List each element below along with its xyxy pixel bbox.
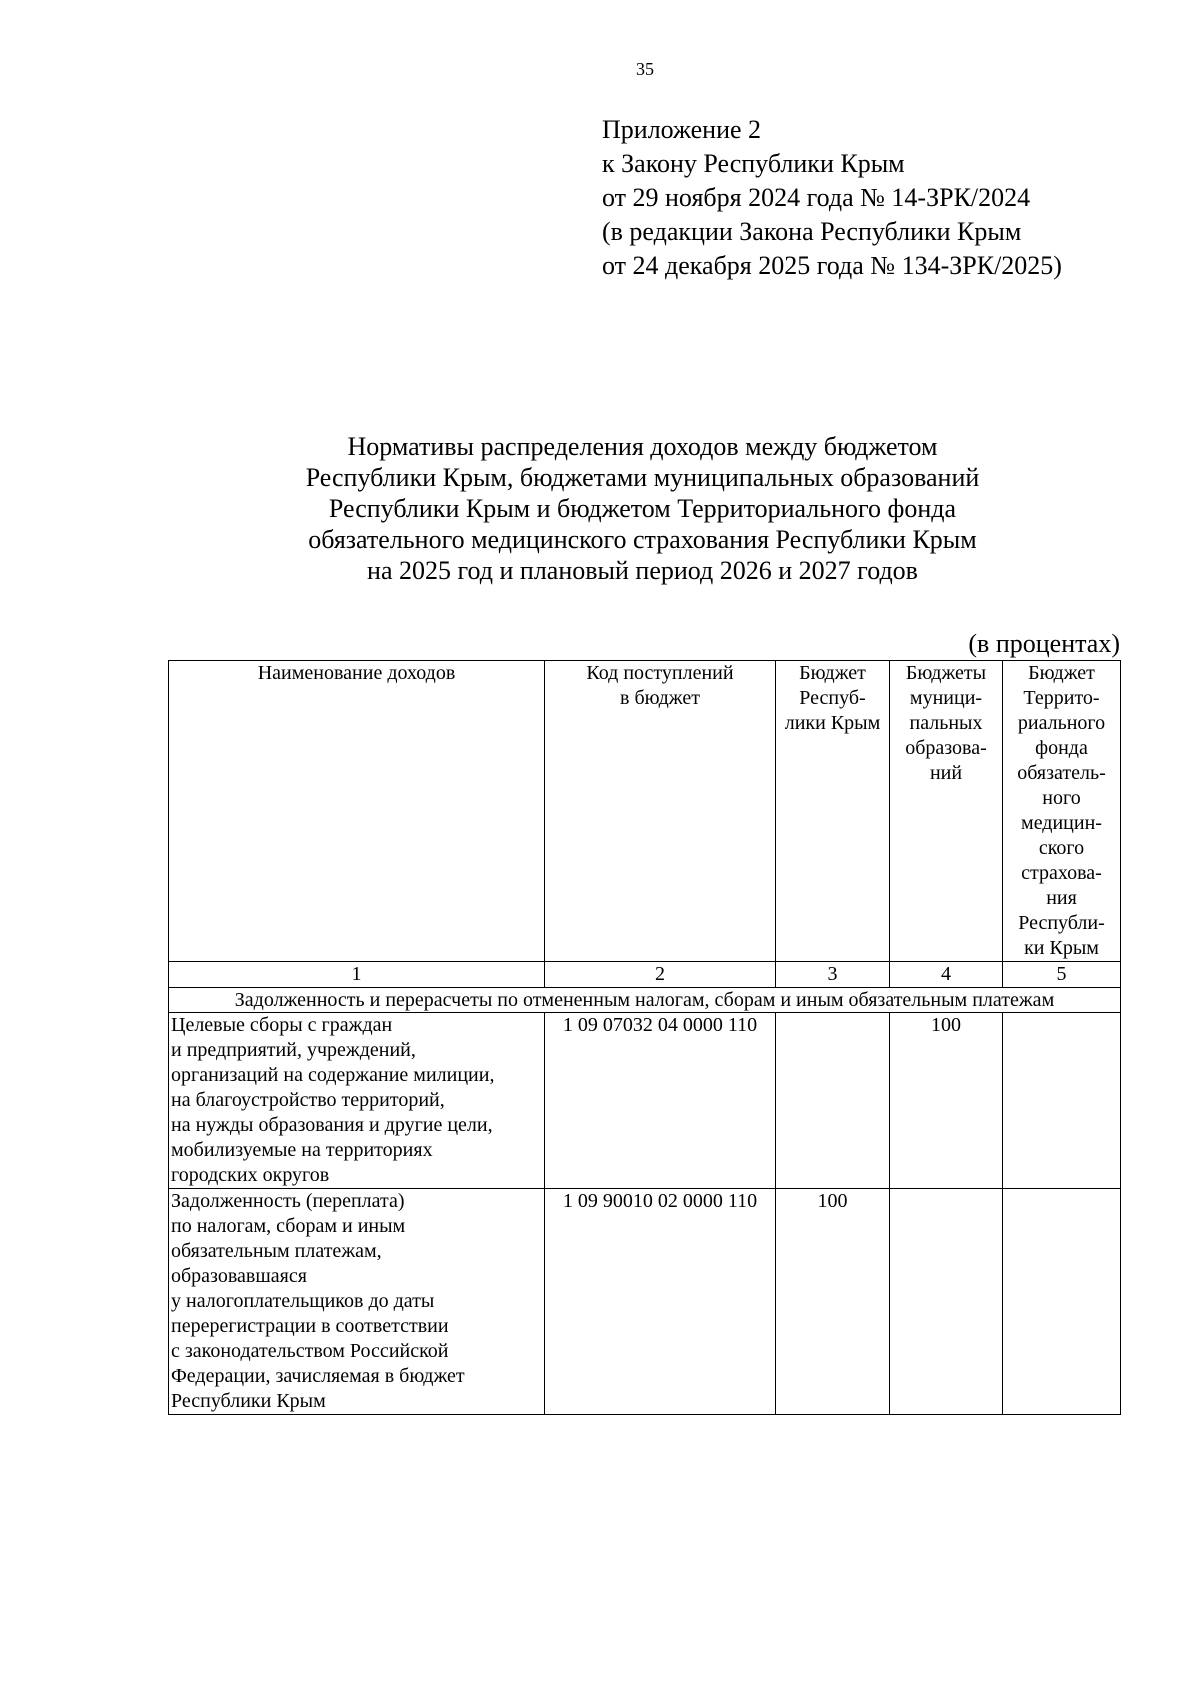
- appendix-line: от 24 декабря 2025 года № 134-ЗРК/2025): [602, 251, 1062, 280]
- title-line: Нормативы распределения доходов между бюджетом: [347, 432, 938, 461]
- column-number-row: [169, 962, 1121, 988]
- income-name-cell: Целевые сборы с граждан и предприятий, учреждений, организаций на содержание милиции, на благоустройство территорий, на нужды образования и другие цели, мобилизуемые на территориях городских округов: [169, 1013, 545, 1189]
- column-number: 2: [545, 962, 776, 988]
- budget-code-cell: 1 09 90010 02 0000 110: [545, 1189, 776, 1415]
- tfoms-share-cell: [1003, 1013, 1121, 1189]
- municipal-share-cell: [890, 1189, 1003, 1415]
- appendix-line: (в редакции Закона Республики Крым: [602, 217, 1022, 246]
- title-line: Республики Крым, бюджетами муниципальных образований: [305, 463, 980, 492]
- column-number: 5: [1003, 962, 1121, 988]
- column-number: 4: [890, 962, 1003, 988]
- section-header-row: [169, 988, 1121, 1013]
- revenue-norms-table: [168, 660, 1121, 1415]
- budget-code-cell: 1 09 07032 04 0000 110: [545, 1013, 776, 1189]
- title-line: на 2025 год и плановый период 2026 и 2027 годов: [367, 556, 918, 585]
- page-number: 35: [636, 59, 654, 79]
- document-title: [240, 431, 1045, 586]
- income-name-cell: Задолженность (переплата) по налогам, сборам и иным обязательным платежам, образовавшаяся у налогоплательщиков до даты перерегистрации в соответствии с законодательством Российской Федерации, зачисляемая в бюджет Республики Крым: [169, 1189, 545, 1415]
- column-number: 3: [776, 962, 890, 988]
- column-number: 1: [169, 962, 545, 988]
- republic-share-cell: 100: [776, 1189, 890, 1415]
- tfoms-share-cell: [1003, 1189, 1121, 1415]
- title-line: Республики Крым и бюджетом Территориального фонда: [328, 494, 957, 523]
- appendix-header: [602, 113, 1062, 283]
- header-republic-budget: Бюджет Респуб- лики Крым: [776, 661, 890, 962]
- municipal-share-cell: 100: [890, 1013, 1003, 1189]
- title-line: обязательного медицинского страхования Республики Крым: [308, 525, 977, 554]
- table-row: [169, 1189, 1121, 1415]
- appendix-line: от 29 ноября 2024 года № 14-ЗРК/2024: [602, 183, 1031, 212]
- appendix-line: к Закону Республики Крым: [602, 149, 905, 178]
- table-row: [169, 1013, 1121, 1189]
- table-header-row: [169, 661, 1121, 962]
- header-income-name: Наименование доходов: [169, 661, 545, 962]
- header-budget-code: Код поступлений в бюджет: [545, 661, 776, 962]
- unit-note: (в процентах): [968, 629, 1120, 658]
- header-municipal-budgets: Бюджеты муници- пальных образова- ний: [890, 661, 1003, 962]
- appendix-line: Приложение 2: [602, 115, 762, 144]
- header-tfoms-budget: Бюджет Террито- риального фонда обязатель- ного медицин- ского страхова- ния Республи- ки Крым: [1003, 661, 1121, 962]
- section-title: Задолженность и перерасчеты по отмененным налогам, сборам и иным обязательным платежам: [169, 988, 1121, 1013]
- republic-share-cell: [776, 1013, 890, 1189]
